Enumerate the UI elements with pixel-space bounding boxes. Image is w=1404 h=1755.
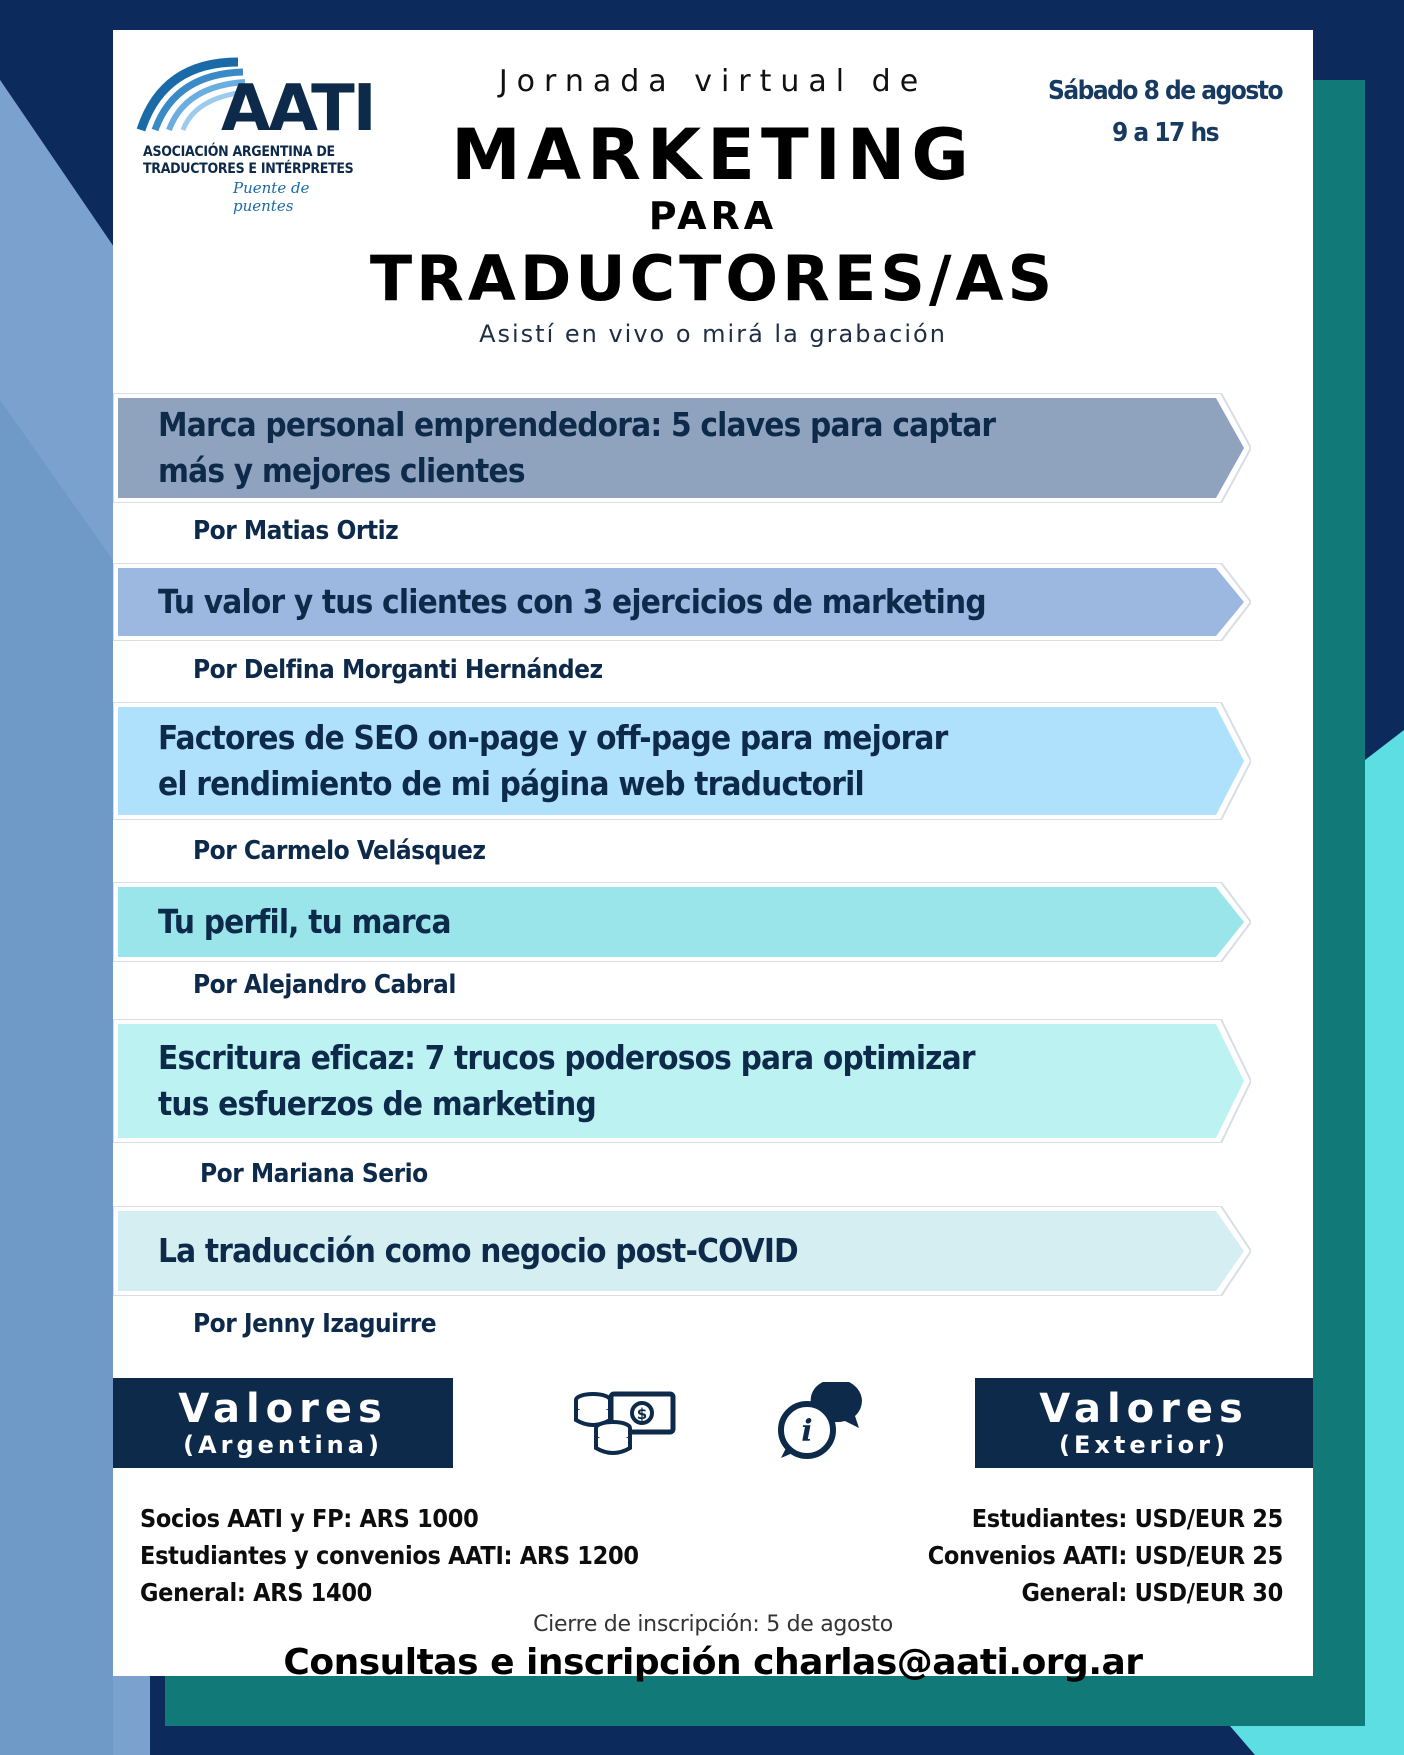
pricing-argentina-list	[140, 1500, 639, 1611]
price-item: Convenios AATI: USD/EUR 25	[927, 1541, 1283, 1570]
talk-title	[158, 899, 451, 945]
talk-title-line1: Tu perfil, tu marca	[158, 902, 451, 941]
pricing-argentina-sublabel: (Argentina)	[183, 1431, 383, 1459]
talk-title-line1: Factores de SEO on-page y off-page para mejorar	[158, 718, 948, 757]
svg-text:$: $	[636, 1405, 648, 1423]
event-title-line2: PARA	[648, 194, 778, 238]
price-item: Socios AATI y FP: ARS 1000	[140, 1504, 479, 1533]
talk-item	[113, 882, 1251, 962]
talk-speaker: Por Delfina Morganti Hernández	[193, 655, 603, 685]
talk-item	[113, 702, 1251, 820]
talk-title-line1: Tu valor y tus clientes con 3 ejercicios de marketing	[158, 582, 986, 621]
talk-speaker: Por Matias Ortiz	[193, 516, 399, 546]
talk-item	[113, 1019, 1251, 1143]
talk-title	[158, 715, 948, 807]
event-subtitle: Asistí en vivo o mirá la grabación	[479, 320, 947, 348]
talk-title-line1: La traducción como negocio post-COVID	[158, 1231, 798, 1270]
contact-email[interactable]: Consultas e inscripción charlas@aati.org.ar	[283, 1642, 1143, 1683]
talk-speaker: Por Mariana Serio	[200, 1159, 428, 1189]
pricing-exterior-sublabel: (Exterior)	[1059, 1431, 1229, 1459]
pricing-exterior-label: Valores	[1039, 1386, 1249, 1432]
money-coins-icon	[573, 1388, 677, 1458]
pricing-argentina-label: Valores	[178, 1386, 388, 1432]
price-item: General: ARS 1400	[140, 1578, 373, 1607]
talk-item	[113, 1206, 1251, 1296]
talk-title	[158, 579, 986, 625]
info-chat-icon	[777, 1382, 867, 1462]
talk-title	[158, 1035, 975, 1127]
pricing-exterior-list	[928, 1500, 1283, 1611]
talk-item	[113, 393, 1251, 503]
logo-subtitle-line1: ASOCIACIÓN ARGENTINA DE	[143, 144, 335, 160]
registration-deadline: Cierre de inscripción: 5 de agosto	[533, 1612, 893, 1637]
event-title-line1: MARKETING	[451, 114, 975, 196]
event-time: 9 a 17 hs	[1111, 118, 1219, 148]
event-pre-title: Jornada virtual de	[498, 64, 928, 99]
event-date: Sábado 8 de agosto	[1047, 76, 1283, 106]
talk-title-line2: el rendimiento de mi página web traductoril	[158, 764, 864, 803]
event-date-block	[1035, 70, 1295, 154]
talk-title-line1: Marca personal emprendedora: 5 claves para captar	[158, 405, 996, 444]
price-item: Estudiantes: USD/EUR 25	[971, 1504, 1283, 1533]
flyer-card	[113, 30, 1313, 1683]
talk-title	[158, 1228, 798, 1274]
talk-speaker: Por Alejandro Cabral	[193, 970, 456, 1000]
pricing-argentina-header	[113, 1378, 453, 1468]
talk-speaker: Por Carmelo Velásquez	[193, 836, 486, 866]
logo-subtitle-line2: TRADUCTORES E INTÉRPRETES	[143, 161, 354, 177]
talk-title-line2: tus esfuerzos de marketing	[158, 1084, 596, 1123]
talk-title-line1: Escritura eficaz: 7 trucos poderosos para optimizar	[158, 1038, 975, 1077]
price-item: Estudiantes y convenios AATI: ARS 1200	[140, 1541, 639, 1570]
logo-motto: Puente de puentes	[233, 179, 310, 215]
talk-speaker: Por Jenny Izaguirre	[193, 1309, 437, 1339]
pricing-exterior-header	[975, 1378, 1313, 1468]
talk-title-line2: más y mejores clientes	[158, 451, 525, 490]
svg-text:i: i	[801, 1414, 813, 1449]
price-item: General: USD/EUR 30	[1021, 1578, 1283, 1607]
logo-name: AATI	[221, 72, 375, 146]
talk-item	[113, 563, 1251, 641]
event-title-line3: TRADUCTORES/AS	[369, 242, 1057, 315]
talk-title	[158, 402, 995, 494]
